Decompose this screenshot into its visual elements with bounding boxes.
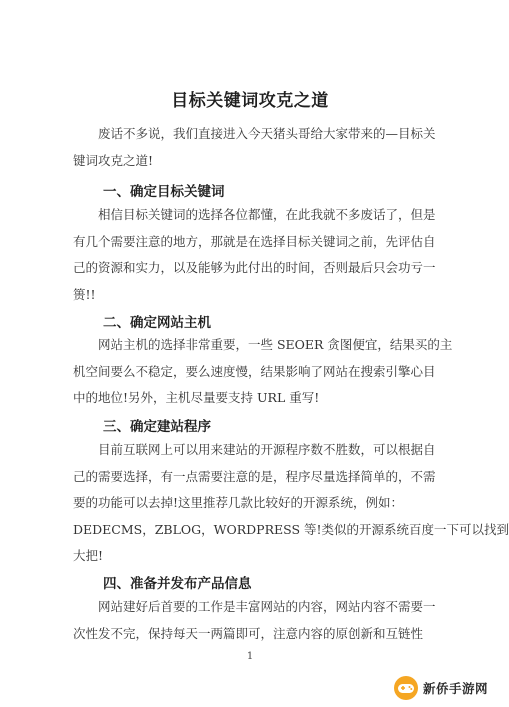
paragraph-line: 网站主机的选择非常重要，一些 SEOER 贪图便宜，结果买的主 xyxy=(98,337,453,352)
paragraph-line: 机空间要么不稳定，要么速度慢，结果影响了网站在搜索引擎心目 xyxy=(73,363,436,379)
intro-line: 键词攻克之道! xyxy=(73,152,154,168)
section-heading-2: 二、确定网站主机 xyxy=(103,315,211,331)
paragraph-line: 篑!! xyxy=(73,286,96,302)
section-2-paragraph xyxy=(73,332,453,412)
paragraph-line: 大把! xyxy=(73,548,104,563)
paragraph-line: 有几个需要注意的地方，那就是在选择目标关键词之前，先评估自 xyxy=(73,233,436,249)
section-1-paragraph xyxy=(73,202,436,308)
section-heading-1: 一、确定目标关键词 xyxy=(103,184,225,200)
game-controller-logo-icon xyxy=(393,675,419,701)
paragraph-line: 次性发不完，保持每天一两篇即可，注意内容的原创新和互链性 xyxy=(73,625,424,641)
paragraph-line: 要的功能可以去掉!这里推荐几款比较好的开源系统，例如： xyxy=(73,495,404,510)
site-watermark[interactable] xyxy=(389,673,494,703)
paragraph-line: 网站建好后首要的工作是丰富网站的内容，网站内容不需要一 xyxy=(98,599,436,614)
paragraph-line: 目前互联网上可以用来建站的开源程序数不胜数，可以根据自 xyxy=(98,442,436,457)
section-heading-4: 四、准备并发布产品信息 xyxy=(103,576,252,592)
intro-line: 废话不多说，我们直接进入今天猪头哥给大家带来的—目标关 xyxy=(98,126,436,141)
paragraph-line: 己的资源和实力，以及能够为此付出的时间，否则最后只会功亏一 xyxy=(73,260,436,275)
paragraph-line: 中的地位!另外，主机尽量要支持 URL 重写! xyxy=(73,390,320,405)
document-title: 目标关键词攻克之道 xyxy=(171,91,329,111)
watermark-text: 新侨手游网 xyxy=(422,681,488,696)
section-heading-3: 三、确定建站程序 xyxy=(103,419,211,435)
paragraph-line: 相信目标关键词的选择各位都懂，在此我就不多废话了，但是 xyxy=(98,207,436,222)
paragraph-line: 己的需要选择，有一点需要注意的是，程序尽量选择简单的，不需 xyxy=(73,468,436,484)
page-number: 1 xyxy=(246,651,254,662)
section-4-paragraph xyxy=(73,594,436,647)
paragraph-line: DEDECMS，ZBLOG，WORDPRESS 等!类似的开源系统百度一下可以找到 xyxy=(73,521,509,537)
intro-paragraph xyxy=(73,121,436,174)
section-3-paragraph xyxy=(73,437,509,570)
